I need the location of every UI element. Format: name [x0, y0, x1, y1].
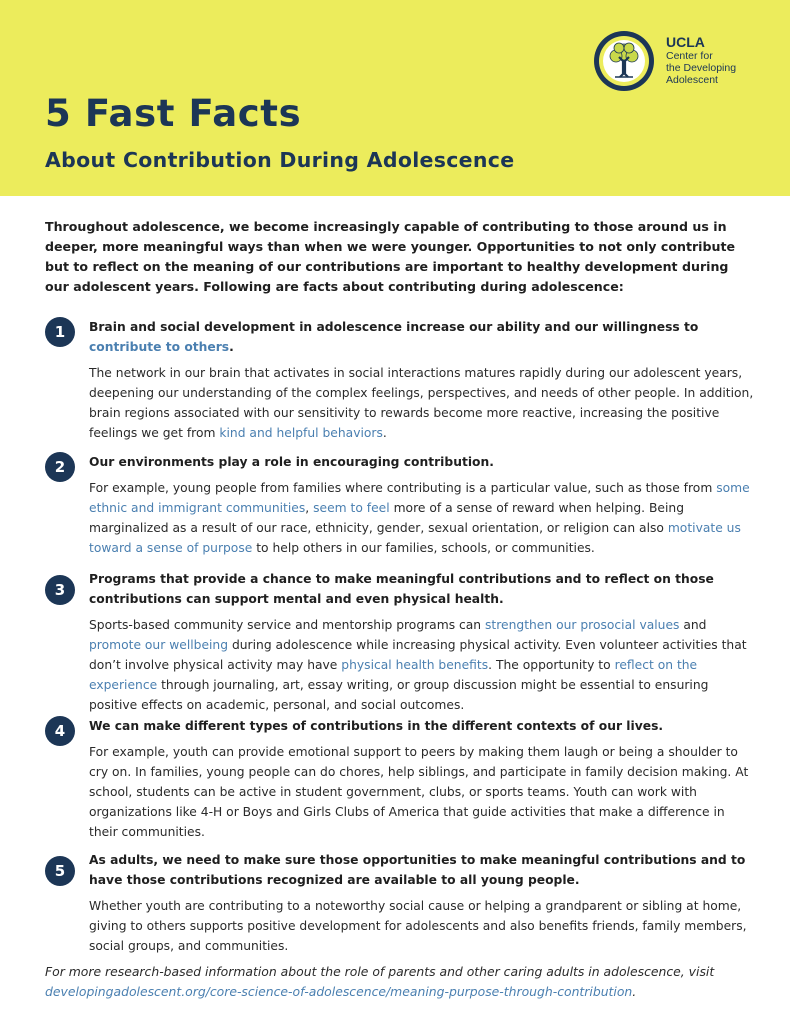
- fact-text: [89, 478, 755, 558]
- fact-number-badge: 2: [45, 452, 75, 482]
- fact-4: [45, 716, 755, 842]
- fact-heading-text: .: [229, 340, 234, 354]
- fact-text-run: The network in our brain that activates in social interactions matures rapidly during our adolescent years, deepening our understanding of the complex feelings, perspectives, and needs of other people. In addition, brain regions associated with our sensitivity to rewards become more reactive, increasing the positive feelings we get from: [89, 366, 754, 440]
- fact-text-run: ,: [305, 501, 314, 515]
- fact-number-badge: 5: [45, 856, 75, 886]
- fact-text: For example, youth can provide emotional support to peers by making them laugh or being a shoulder to cry on. In families, young people can do chores, help siblings, and participate in family decision making. At school, students can be active in student government, clubs, or sports teams. Youth can work with organizations like 4-H or Boys and Girls Clubs of America that guide activities that make a difference in their communities.: [89, 745, 749, 839]
- physical-health-benefits-link[interactable]: physical health benefits: [341, 658, 489, 672]
- reflect-on-experience-link[interactable]: reflect on the experience: [89, 658, 698, 692]
- page-subtitle: About Contribution During Adolescence: [45, 148, 515, 172]
- fact-5: [45, 850, 755, 956]
- fact-heading: Programs that provide a chance to make meaningful contributions and to reflect on those contributions can support mental and even physical health.: [89, 572, 714, 606]
- logo-line-2: the Developing: [666, 62, 737, 74]
- footer-text: For more research-based information about the role of parents and other caring adults in adolescence, visit: [45, 964, 715, 979]
- fact-heading-text: Brain and social development in adolescence increase our ability and our willingness to: [89, 320, 699, 334]
- logo-text: [666, 34, 736, 86]
- fact-text: [89, 615, 755, 715]
- fact-text-run: through journaling, art, essay writing, or group discussion might be essential to ensuring positive effects on academic, personal, and social outcomes.: [89, 678, 709, 712]
- fact-text-run: more of a sense of reward when helping. Being marginalized as a result of our race, ethnicity, gender, sexual orientation, or religion can also: [89, 501, 685, 535]
- intro-paragraph: Throughout adolescence, we become increasingly capable of contributing to those around us in deeper, more meaningful ways than when we were younger. Opportunities to not only contribute but to reflect on the meaning of our contributions are important to healthy development during our adolescent years. Following are facts about contributing during adolescence:: [45, 219, 736, 294]
- logo-name: UCLA: [666, 34, 705, 50]
- sense-of-purpose-link[interactable]: motivate us toward a sense of purpose: [89, 521, 741, 555]
- fact-text-run: .: [382, 426, 387, 440]
- prosocial-values-link[interactable]: strengthen our prosocial values: [485, 618, 680, 632]
- fact-2: [45, 452, 755, 558]
- fact-text-run: and: [679, 618, 707, 632]
- fact-heading: [89, 317, 755, 357]
- footer-link[interactable]: developingadolescent.org/core-science-of-adolescence/meaning-purpose-through-contribution: [45, 984, 633, 999]
- fact-heading: We can make different types of contributions in the different contexts of our lives.: [89, 719, 664, 733]
- seem-to-feel-link[interactable]: seem to feel: [313, 501, 390, 515]
- fact-text-run: . The opportunity to: [488, 658, 615, 672]
- ethnic-immigrant-communities-link[interactable]: some ethnic and immigrant communities: [89, 481, 750, 515]
- fact-heading: As adults, we need to make sure those opportunities to make meaningful contributions and to have those contributions recognized are available to all young people.: [89, 853, 746, 887]
- footer-note: [45, 962, 760, 1002]
- fact-3: [45, 569, 755, 715]
- fact-number-badge: 4: [45, 716, 75, 746]
- header-banner: [0, 0, 790, 196]
- fact-number-badge: 1: [45, 317, 75, 347]
- fact-text: [89, 363, 755, 443]
- ucla-cda-logo[interactable]: [593, 30, 753, 92]
- kind-helpful-behaviors-link[interactable]: kind and helpful behaviors: [219, 426, 383, 440]
- page-title: 5 Fast Facts: [45, 92, 302, 135]
- fact-1: [45, 317, 755, 443]
- logo-line-1: Center for: [666, 50, 713, 62]
- fact-text-run: to help others in our families, schools, or communities.: [252, 541, 595, 555]
- logo-line-3: Adolescent: [666, 74, 718, 86]
- fact-text-run: For example, young people from families where contributing is a particular value, such as those from: [89, 481, 717, 495]
- footer-text: .: [632, 984, 637, 999]
- fact-text: Whether youth are contributing to a noteworthy social cause or helping a grandparent or sibling at home, giving to others supports positive development for adolescents and also benefits friends, family members, social groups, and communities.: [89, 899, 747, 953]
- contribute-to-others-link[interactable]: contribute to others: [89, 340, 230, 354]
- promote-wellbeing-link[interactable]: promote our wellbeing: [89, 638, 229, 652]
- fact-text-run: during adolescence while increasing physical activity. Even volunteer activities that don’t involve physical activity may have: [89, 638, 747, 672]
- fact-number-badge: 3: [45, 575, 75, 605]
- fact-heading: Our environments play a role in encouraging contribution.: [89, 455, 494, 469]
- fact-text-run: Sports-based community service and mentorship programs can: [89, 618, 486, 632]
- tree-seal-icon: [593, 30, 655, 92]
